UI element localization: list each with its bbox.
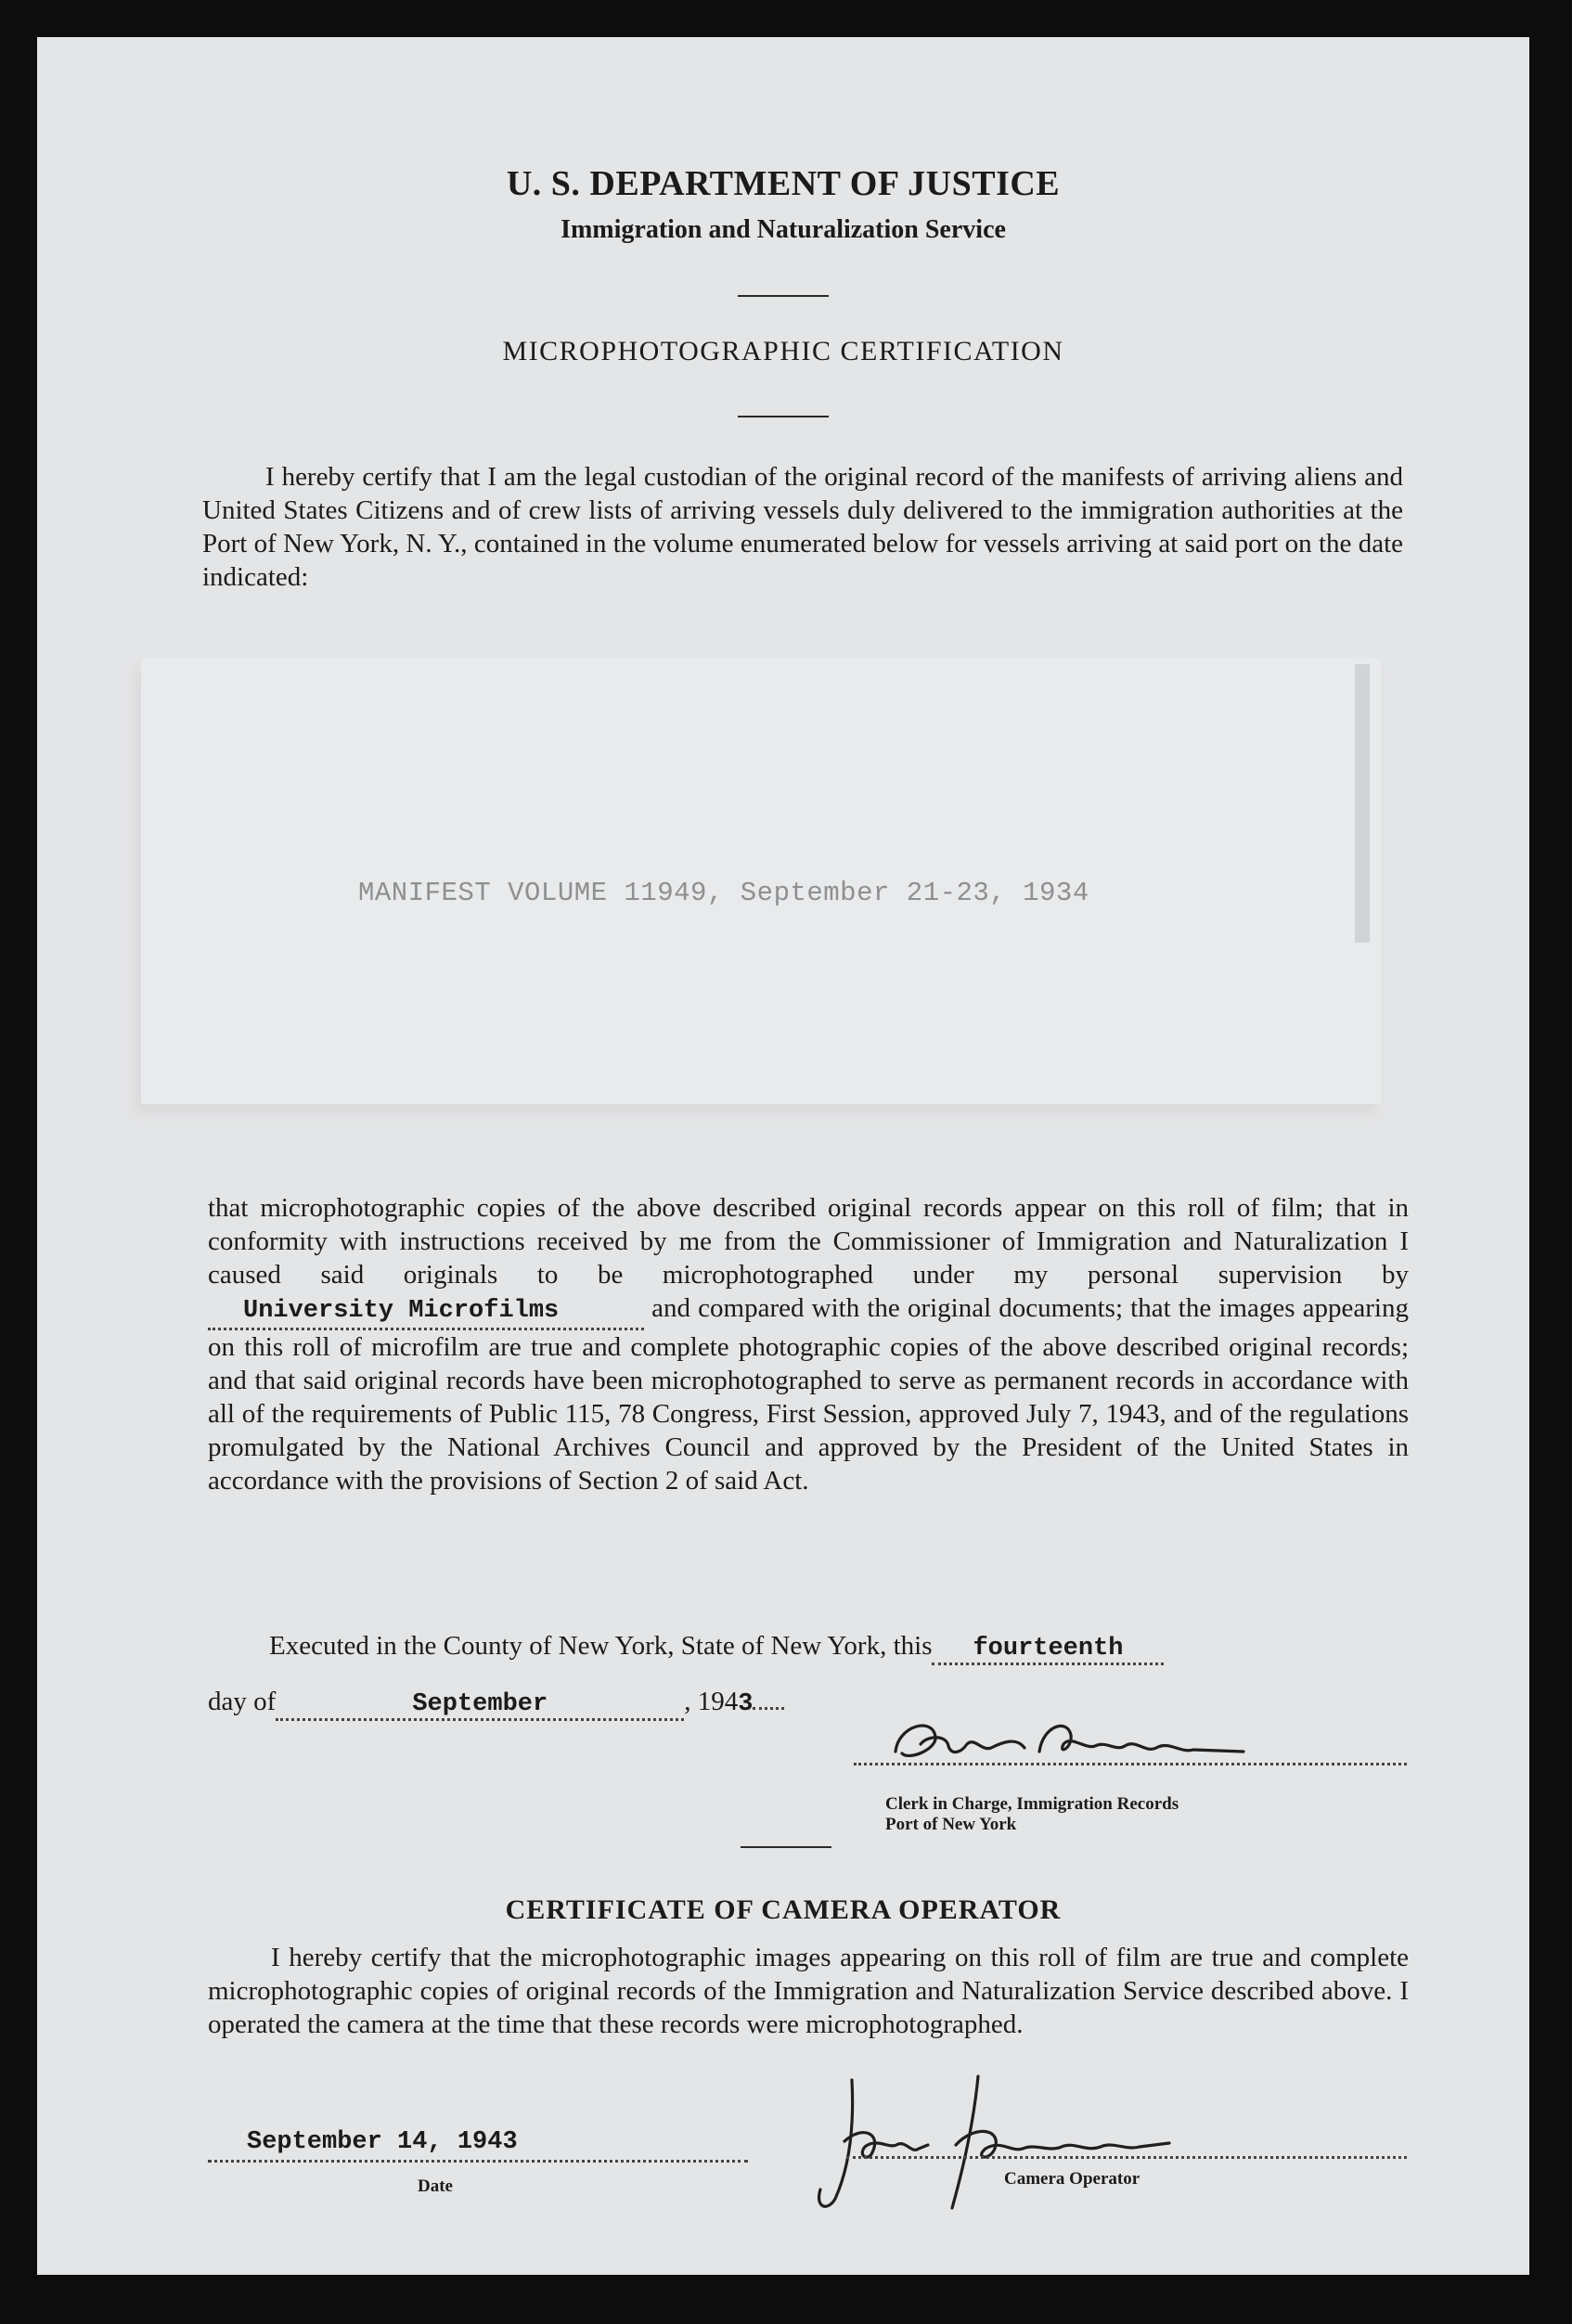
camera-operator-signature — [780, 2060, 1299, 2227]
executed-month: September — [412, 1690, 548, 1718]
executed-day: fourteenth — [973, 1635, 1124, 1663]
date-field — [208, 2128, 748, 2163]
clerk-signature — [844, 1707, 1346, 1781]
certification-body — [208, 1191, 1409, 1497]
clerk-title-line2: Port of New York — [885, 1815, 1017, 1834]
certificate-page — [37, 37, 1529, 2275]
divider — [738, 416, 829, 417]
camera-operator-label: Camera Operator — [1004, 2169, 1140, 2189]
manifest-volume-label: MANIFEST VOLUME 11949, September 21-23, 1934 — [358, 878, 1089, 908]
executed-prefix: Executed in the County of New York, State of New York, this — [269, 1631, 933, 1661]
service-subheading: Immigration and Naturalization Service — [561, 215, 1006, 244]
year-prefix: , 194 — [684, 1687, 739, 1716]
date-label: Date — [418, 2176, 453, 2196]
camera-operator-paragraph: I hereby certify that the microphotographic images appearing on this roll of film are true and complete microphotographic copies of original records of the Immigration and Naturalization Service described above. I operated the camera at the time that these records were microphotographed. — [208, 1943, 1409, 2039]
executed-day-field — [932, 1631, 1164, 1665]
day-of-line — [208, 1687, 784, 1721]
clerk-title-line1: Clerk in Charge, Immigration Records — [885, 1794, 1179, 1814]
year-digit: 3 — [738, 1690, 754, 1718]
year-dots — [753, 1707, 784, 1710]
month-field — [276, 1687, 684, 1721]
clerk-title — [885, 1794, 1179, 1835]
executed-line — [269, 1631, 1164, 1665]
clerk-signature-line — [854, 1761, 1407, 1765]
operator-signature-line — [846, 2154, 1407, 2159]
camera-operator-title: CERTIFICATE OF CAMERA OPERATOR — [505, 1894, 1062, 1925]
divider — [741, 1846, 831, 1848]
body-part2: and compared with the original documents; that the images appearing on this roll of microfilm are true and complete photographic copies of the above described original records; and that said original records have been microphotographed to serve as permanent records in accordance with all of the requirements of Public 115, 78 Congress, First Session, approved July 7, 1943, and of the regulations promulgated by the National Archives Council and approved by the President of the United States in accordance with the provisions of Section 2 of said Act. — [208, 1293, 1409, 1496]
department-heading: U. S. DEPARTMENT OF JUSTICE — [506, 164, 1061, 203]
photographer-name: University Microfilms — [243, 1297, 560, 1325]
photographer-field — [208, 1291, 644, 1330]
intro-paragraph: I hereby certify that I am the legal custodian of the original record of the manifests of arriving aliens and United States Citizens and of crew lists of arriving vessels duly delivered to the immigration authorities at the Port of New York, N. Y., contained in the volume enumerated below for vessels arriving at said port on the date indicated: — [202, 462, 1403, 592]
day-of-label: day of — [208, 1687, 277, 1716]
certification-title: MICROPHOTOGRAPHIC CERTIFICATION — [502, 336, 1064, 366]
strip-edge — [1355, 664, 1370, 943]
date-value: September 14, 1943 — [247, 2128, 518, 2156]
body-part1: that microphotographic copies of the above described original records appear on this roll of film; that in conformity with instructions received by me from the Commissioner of Immigration and Naturalization I caused said originals to be microphotographed under my personal supervision by — [208, 1193, 1409, 1290]
divider — [738, 295, 829, 297]
